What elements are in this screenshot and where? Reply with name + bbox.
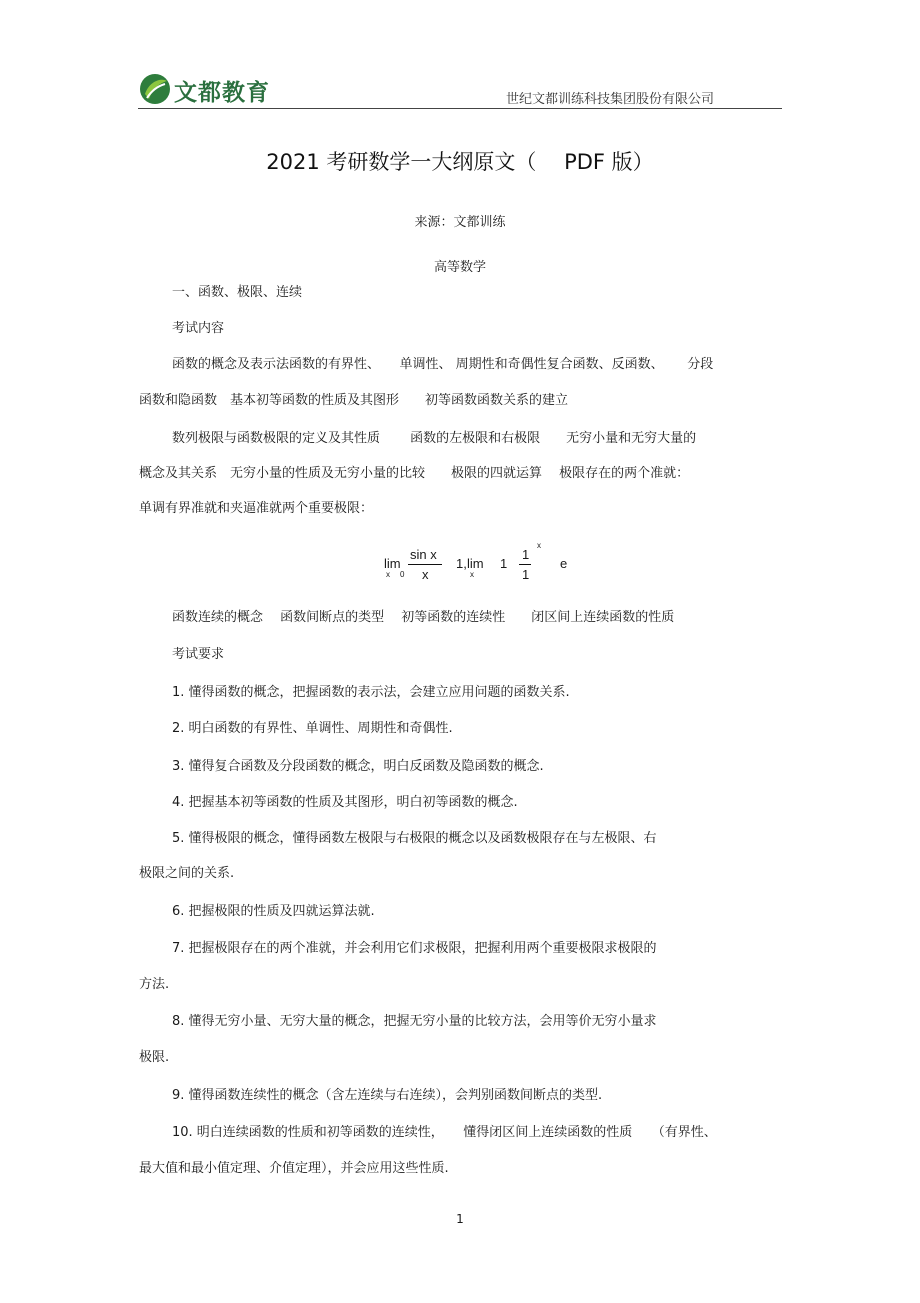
fraction-1-denominator: x (422, 567, 429, 582)
subject-heading: 高等数学 (433, 260, 486, 275)
content-line: 函数的概念及表示法函数的有界性、 单调性、 周期性和奇偶性复合函数、反函数、 分段 (172, 357, 714, 372)
content-line: 函数和隐函数 基本初等函数的性质及其图形 初等函数函数关系的建立 (139, 393, 569, 408)
requirement-item-continued: 极限. (139, 1050, 170, 1065)
requirement-item: 9. 懂得函数连续性的概念（含左连续与右连续），会判别函数间断点的类型. (172, 1088, 603, 1103)
fraction-2-numerator: 1 (522, 547, 530, 562)
fraction-2-denominator: 1 (522, 567, 530, 582)
lim-1: lim (384, 556, 401, 571)
requirement-item: 10. 明白连续函数的性质和初等函数的连续性， 懂得闭区间上连续函数的性质 （有界性、 (172, 1125, 717, 1140)
page-number: 1 (456, 1212, 464, 1226)
requirement-item: 6. 把握极限的性质及四就运算法就. (172, 904, 375, 919)
requirement-item-continued: 方法. (139, 977, 170, 992)
euler-e: e (560, 556, 568, 571)
requirement-item: 8. 懂得无穷小量、无穷大量的概念，把握无穷小量的比较方法，会用等价无穷小量求 (172, 1014, 657, 1029)
limit-1-value: 1, (456, 556, 467, 571)
requirement-item: 4. 把握基本初等函数的性质及其图形，明白初等函数的概念. (172, 795, 518, 810)
fraction-2-bar (519, 564, 531, 565)
logo-text: 文都教育 (174, 80, 270, 106)
lim-1-sub-x: x (386, 570, 390, 579)
requirement-item-continued: 极限之间的关系. (139, 866, 235, 881)
continuity-line: 函数连续的概念 函数间断点的类型 初等函数的连续性 闭区间上连续函数的性质 (172, 610, 675, 625)
base-one: 1 (500, 556, 508, 571)
content-line: 单调有界准就和夹逼准就两个重要极限： (139, 501, 374, 516)
content-line: 数列极限与函数极限的定义及其性质 函数的左极限和右极限 无穷小量和无穷大量的 (172, 431, 697, 446)
wendu-leaf-icon (138, 72, 172, 106)
requirements-label: 考试要求 (172, 647, 225, 662)
section-heading: 一、函数、极限、连续 (172, 285, 303, 300)
fraction-1-numerator: sin x (410, 547, 437, 562)
fraction-1-bar (408, 564, 442, 565)
requirement-item: 5. 懂得极限的概念，懂得函数左极限与右极限的概念以及函数极限存在与左极限、右 (172, 831, 657, 846)
source-line: 来源：文都训练 (414, 215, 506, 230)
requirement-item: 3. 懂得复合函数及分段函数的概念，明白反函数及隐函数的概念. (172, 759, 544, 774)
lim-1-sub-0: 0 (400, 570, 405, 579)
requirement-item: 2. 明白函数的有界性、单调性、周期性和奇偶性. (172, 721, 453, 736)
page-title: 2021 考研数学一大纲原文（ PDF 版） (266, 150, 654, 174)
requirement-item-continued: 最大值和最小值定理、介值定理），并会应用这些性质. (139, 1161, 449, 1176)
content-line: 概念及其关系 无穷小量的性质及无穷小量的比较 极限的四就运算 极限存在的两个准就： (139, 466, 690, 481)
requirement-item: 7. 把握极限存在的两个准就，并会利用它们求极限，把握利用两个重要极限求极限的 (172, 941, 657, 956)
wendu-logo (138, 72, 268, 108)
requirement-item: 1. 懂得函数的概念，把握函数的表示法，会建立应用问题的函数关系. (172, 685, 570, 700)
exponent-x: x (537, 541, 541, 550)
lim-2-sub-x: x (470, 570, 474, 579)
lim-2: lim (467, 556, 484, 571)
header-divider (138, 108, 782, 109)
content-label: 考试内容 (172, 321, 225, 336)
company-name: 世纪文都训练科技集团股份有限公司 (506, 92, 715, 107)
